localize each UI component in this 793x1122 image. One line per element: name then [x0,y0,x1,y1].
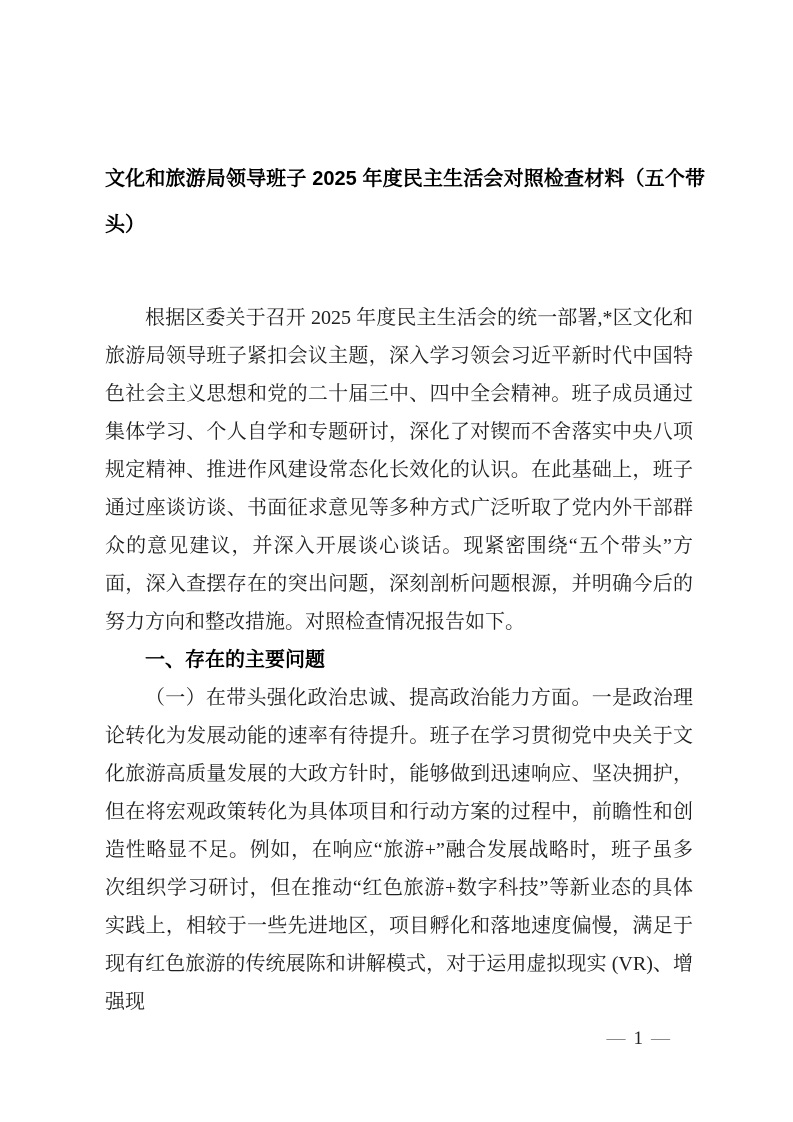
section-heading: 一、存在的主要问题 [145,649,325,671]
footer-dash-left: — [606,1028,626,1049]
subsection-text: 一是政治理论转化为发展动能的速率有待提升。班子在学习贯彻党中央关于文化旅游高质量发展的大政方针时，能够做到迅速响应、坚决拥护，但在将宏观政策转化为具体项目和行动方案的过程中，前瞻性和创造性略显不足。例如，在响应“旅游+”融合发展战略时，班子虽多次组织学习研讨，但在推动“红色旅游+数字科技”等新业态的具体实践上，相较于一些先进地区，项目孵化和落地速度偏慢，满足于现有红色旅游的传统展陈和讲解模式，对于运用虚拟现实 (VR)、增强现 [105,687,694,1013]
document-title: 文化和旅游局领导班子 2025 年度民主生活会对照检查材料（五个带头） [105,168,705,236]
page-footer [607,1028,671,1050]
page-number: 1 [633,1028,643,1049]
document-body [105,299,693,1021]
subsection-lead: （一）在带头强化政治忠诚、提高政治能力方面。 [145,687,592,709]
footer-dash-right: — [651,1028,670,1049]
subsection-paragraph [105,679,693,1021]
intro-paragraph: 根据区委关于召开 2025 年度民主生活会的统一部署,*区文化和旅游局领导班子紧扣会议主题，深入学习领会习近平新时代中国特色社会主义思想和党的二十届三中、四中全会精神。班子成员通过集体学习、个人自学和专题研讨，深化了对锲而不舍落实中央八项规定精神、推进作风建设常态化长效化的认识。在此基础上，班子通过座谈访谈、书面征求意见等多种方式广泛听取了党内外干部群众的意见建议，并深入开展谈心谈话。现紧密围绕“五个带头”方面，深入查摆存在的突出问题，深刻剖析问题根源，并明确今后的努力方向和整改措施。对照检查情况报告如下。 [105,307,693,633]
